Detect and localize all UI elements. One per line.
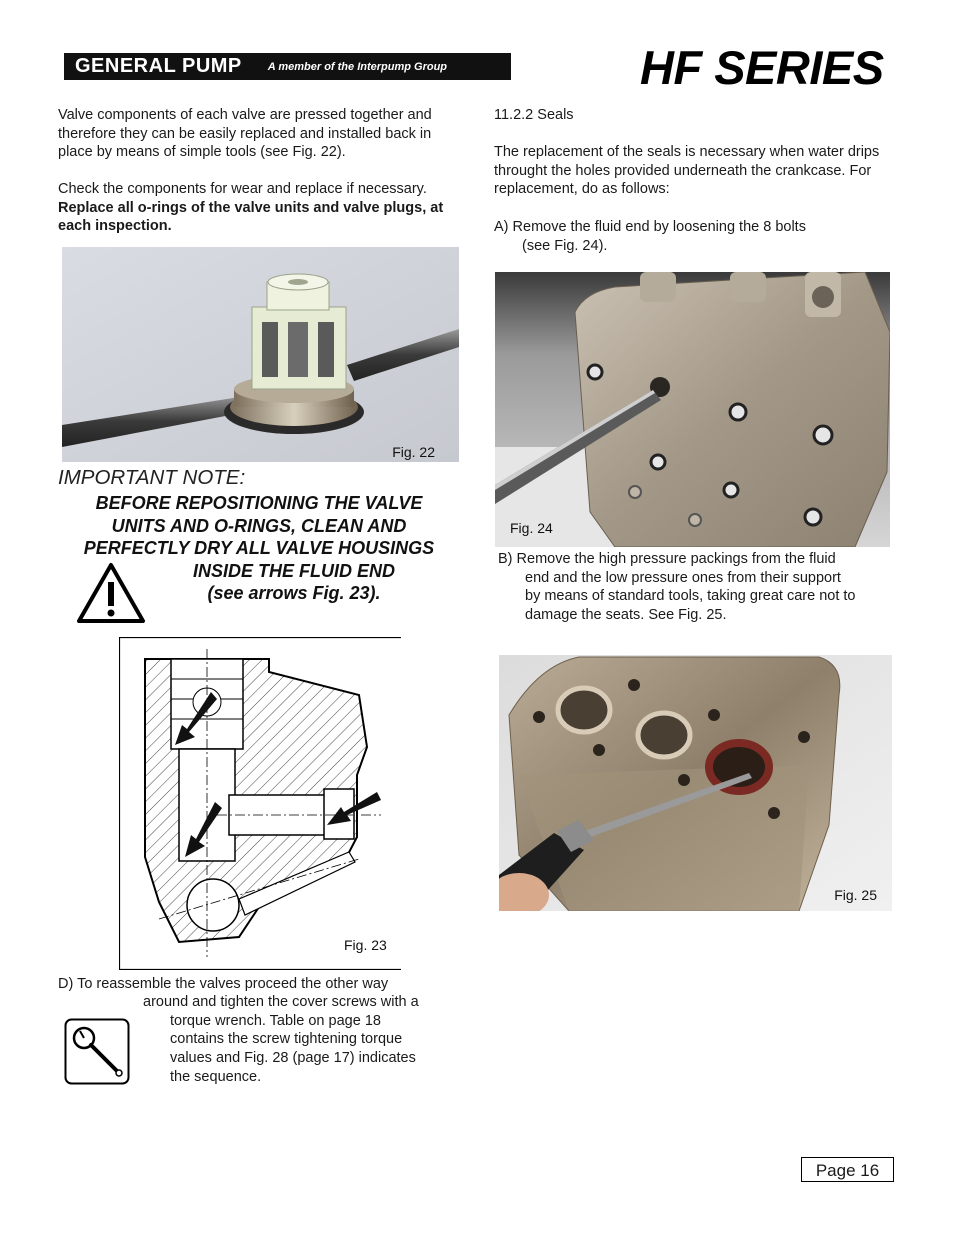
brand-name: GENERAL PUMP [75, 55, 242, 77]
important-line: (see arrows Fig. 23). [207, 583, 381, 603]
fig22-label: Fig. 22 [392, 444, 435, 460]
step-b-line: B) Remove the high pressure packings from the fluid [498, 551, 836, 567]
step-b-line: by means of standard tools, taking great care not to [525, 588, 856, 604]
seals-intro: The replacement of the seals is necessary when water drips throught the holes provided underneath the crankcase. For replacement, do as follows: [494, 144, 880, 197]
fig23-diagram [119, 637, 401, 970]
step-d-line: values and Fig. 28 (page 17) indicates [170, 1050, 416, 1066]
fig24-label: Fig. 24 [510, 520, 553, 536]
fig24-photo [495, 272, 890, 547]
inspection-bold-text: Replace all o-rings of the valve units and valve plugs, at each inspection. [58, 199, 444, 234]
brand-tagline: A member of the Interpump Group [267, 60, 448, 73]
important-line: BEFORE REPOSITIONING THE VALVE [95, 493, 423, 513]
step-d-line: contains the screw tightening torque [170, 1031, 403, 1047]
important-line: PERFECTLY DRY ALL VALVE HOUSINGS [83, 538, 435, 558]
fig23-label: Fig. 23 [344, 937, 387, 953]
step-d-line: D) To reassemble the valves proceed the other way [58, 976, 389, 992]
step-a-line: (see Fig. 24). [522, 238, 608, 254]
step-b-line: damage the seats. See Fig. 25. [525, 607, 727, 623]
fig25-label: Fig. 25 [834, 887, 877, 903]
fig22-photo [62, 247, 459, 462]
step-b-line: end and the low pressure ones from their support [525, 570, 841, 586]
important-line: INSIDE THE FLUID END [192, 560, 395, 581]
step-d-line: torque wrench. Table on page 18 [170, 1013, 381, 1029]
step-a-line: A) Remove the fluid end by loosening the 8 bolts [494, 219, 806, 235]
important-line: UNITS AND O-RINGS, CLEAN AND [111, 515, 407, 536]
inspection-text: Check the components for wear and replace if necessary. [58, 181, 427, 197]
step-d-line: the sequence. [170, 1069, 262, 1085]
important-note-title: IMPORTANT NOTE: [58, 466, 246, 489]
step-d-line: around and tighten the cover screws with a [143, 994, 419, 1010]
series-title: HF SERIES [640, 41, 884, 94]
fig25-photo [499, 655, 892, 911]
page-number: Page 16 [801, 1157, 894, 1182]
intro-paragraph: Valve components of each valve are pressed together and therefore they can be easily replaced and installed back in place by means of simple tools (see Fig. 22). [58, 107, 432, 160]
warning-triangle-icon [76, 562, 146, 629]
inspection-paragraph [58, 180, 463, 236]
torque-wrench-icon [64, 1018, 130, 1090]
section-heading: 11.2.2 Seals [494, 107, 574, 123]
brand-bar [64, 53, 511, 80]
